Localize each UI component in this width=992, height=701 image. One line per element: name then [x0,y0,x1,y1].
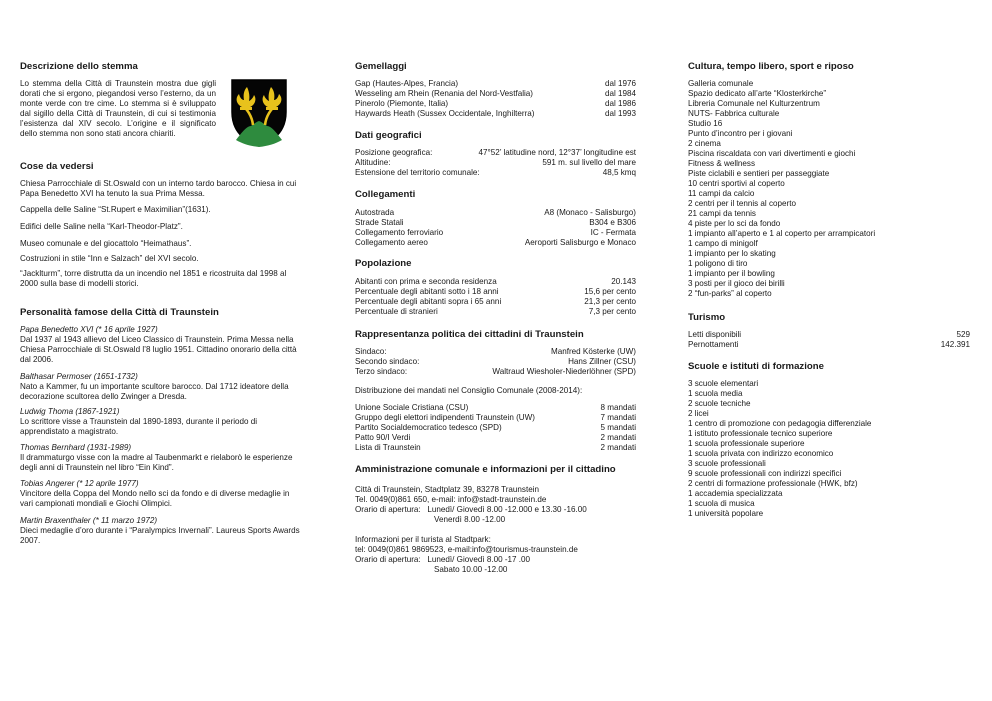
scuole-item: 1 scuola privata con indirizzo economico [688,449,834,458]
cose-item-2: Cappella delle Saline “St.Rupert e Maximilian”(1631). [20,205,211,214]
heading-turismo: Turismo [688,312,726,323]
cultura-item: Studio 16 [688,119,723,128]
heading-collegamenti: Collegamenti [355,189,416,200]
person-braxenthaler [20,516,302,546]
person-angerer [20,479,302,509]
row-label: Autostrada [355,208,395,217]
collegamenti-row [355,208,636,218]
contact-line: Orario di apertura: Lunedì/ Giovedì 8.00 -12.000 e 13.30 -16.00 [355,505,587,514]
row-label: Patto 90/I Verdi [355,433,411,442]
row-label: Estensione del territorio comunale: [355,168,480,177]
cultura-item: 1 impianto all’aperto e 1 al coperto per arrampicatori [688,229,876,238]
cultura-item: 1 campo di minigolf [688,239,758,248]
row-value: 5 mandati [600,423,636,432]
scuole-item: 1 centro di promozione con pedagogia differenziale [688,419,872,428]
turismo-table [688,330,970,350]
person-name: Martin Braxenthaler (* 11 marzo 1972) [20,516,158,525]
contact-line: Orario di apertura: Lunedì/ Giovedì 8.00 -17 .00 [355,555,531,564]
row-label: Gap (Hautes-Alpes, Francia) [355,79,459,88]
cose-item-4: Museo comunale e del giocattolo “Heimathaus”. [20,239,192,248]
cultura-item: Piscina riscaldata con vari divertimenti e giochi [688,149,856,158]
geo-row [355,148,636,158]
heading-amministrazione: Amministrazione comunale e informazioni per il cittadino [355,464,616,475]
row-label: Abitanti con prima e seconda residenza [355,277,497,286]
row-value: 591 m. sul livello del mare [542,158,636,167]
row-label: Letti disponibili [688,330,742,339]
row-label: Posizione geografica: [355,148,433,157]
cultura-item: 1 poligono di tiro [688,259,748,268]
row-label: Lista di Traunstein [355,443,421,452]
row-value: dal 1984 [604,89,636,98]
row-label: Pernottamenti [688,340,739,349]
cultura-item: Fitness & wellness [688,159,756,168]
heading-scuole: Scuole e istituti di formazione [688,361,824,372]
popolazione-row [355,287,636,297]
cose-item-1: Chiesa Parrocchiale di St.Oswald con un interno tardo barocco. Chiesa in cui Papa Benedetto XVI ha tenuto la sua Prima Messa. [20,179,297,198]
cultura-item: 3 posti per il gioco dei birilli [688,279,785,288]
row-value: dal 1976 [604,79,636,88]
geo-row [355,158,636,168]
collegamenti-row [355,218,636,228]
gemellaggi-row [355,89,636,99]
row-label: Percentuale degli abitanti sopra i 65 anni [355,297,502,306]
row-label: Partito Socialdemocratico tedesco (SPD) [355,423,502,432]
sindaci-table [355,347,636,377]
heading-popolazione: Popolazione [355,258,412,269]
person-text: Lo scrittore visse a Traunstein dal 1890-1893, durante il periodo di apprendistato a magistrato. [20,417,258,436]
row-value: Aeroporti Salisburgo e Monaco [524,238,636,247]
cultura-item: 1 impianto per il bowling [688,269,775,278]
mandati-table [355,403,636,453]
person-benedetto [20,325,302,365]
cultura-item: Spazio dedicato all’arte “Klosterkirche” [688,89,827,98]
turismo-contacts [355,535,636,575]
scuole-item: 2 centri di formazione professionale (HWK, bfz) [688,479,858,488]
row-value: 48,5 kmq [602,168,636,177]
mandati-row [355,443,636,453]
heading-personalita: Personalità famose della Città di Traunstein [20,307,219,318]
row-value: 529 [956,330,970,339]
collegamenti-table [355,208,636,248]
sindaci-row [355,347,636,357]
row-value: 15,6 per cento [584,287,636,296]
sindaci-row [355,367,636,377]
row-value: 21,3 per cento [584,297,636,306]
sindaci-row [355,357,636,367]
person-name: Tobias Angerer (* 12 aprile 1977) [20,479,139,488]
heading-cose: Cose da vedersi [20,161,94,172]
mandati-row [355,433,636,443]
gemellaggi-row [355,109,636,119]
contact-line: Venerdì 8.00 -12.00 [434,515,506,524]
contact-line: Sabato 10.00 -12.00 [434,565,508,574]
amministrazione-contacts [355,485,636,525]
distribuzione-mandati-label: Distribuzione dei mandati nel Consiglio Comunale (2008-2014): [355,386,583,395]
cultura-item: Punto d’incontro per i giovani [688,129,793,138]
row-value: 2 mandati [600,433,636,442]
cultura-item: 10 centri sportivi al coperto [688,179,785,188]
row-label: Percentuale degli abitanti sotto i 18 anni [355,287,499,296]
cultura-item: 2 centri per il tennis al coperto [688,199,796,208]
row-value: 7 mandati [600,413,636,422]
mandati-row [355,423,636,433]
popolazione-row [355,277,636,287]
gemellaggi-row [355,99,636,109]
row-value: dal 1993 [604,109,636,118]
scuole-item: 1 scuola di musica [688,499,755,508]
row-label: Haywards Heath (Sussex Occidentale, Inghilterra) [355,109,535,118]
scuole-list [688,379,970,519]
gemellaggi-table [355,79,636,119]
row-value: dal 1986 [604,99,636,108]
contact-line: Informazioni per il turista al Stadtpark: [355,535,491,544]
row-value: Waltraud Wiesholer-Niederlöhner (SPD) [492,367,636,376]
row-label: Percentuale di stranieri [355,307,438,316]
mandati-row [355,413,636,423]
row-value: Manfred Kösterke (UW) [550,347,636,356]
cultura-item: 2 “fun-parks” al coperto [688,289,772,298]
person-name: Ludwig Thoma (1867-1921) [20,407,120,416]
row-label: Strade Statali [355,218,404,227]
turismo-row [688,340,970,350]
scuole-item: 2 licei [688,409,709,418]
person-thoma [20,407,302,437]
row-label: Wesseling am Rhein (Renania del Nord-Vestfalia) [355,89,533,98]
mandati-row [355,403,636,413]
row-value: IC - Fermata [590,228,636,237]
row-label: Collegamento aereo [355,238,428,247]
cultura-item: Libreria Comunale nel Kulturzentrum [688,99,820,108]
scuole-item: 3 scuole elementari [688,379,759,388]
scuole-item: 1 istituto professionale tecnico superiore [688,429,833,438]
gemellaggi-row [355,79,636,89]
popolazione-table [355,277,636,317]
person-text: Vincitore della Coppa del Mondo nello sci da fondo e di diverse medaglie in vari campionati mondiali e Giochi Olimpici. [20,489,290,508]
scuole-item: 3 scuole professionali [688,459,766,468]
cultura-item: Galleria comunale [688,79,754,88]
person-name: Balthasar Permoser (1651-1732) [20,372,138,381]
row-label: Pinerolo (Piemonte, Italia) [355,99,449,108]
row-label: Collegamento ferroviario [355,228,444,237]
person-name: Papa Benedetto XVI (* 16 aprile 1927) [20,325,158,334]
cultura-item: NUTS- Fabbrica culturale [688,109,780,118]
contact-line: Tel. 0049(0)861 650, e-mail: info@stadt-traunstein.de [355,495,547,504]
person-text: Dieci medaglie d’oro durante i “Paralympics Invernali”. Laureus Sports Awards 2007. [20,526,300,545]
cultura-item: 21 campi da tennis [688,209,756,218]
heading-gemellaggi: Gemellaggi [355,61,407,72]
row-label: Secondo sindaco: [355,357,420,366]
row-label: Gruppo degli elettori indipendenti Traunstein (UW) [355,413,535,422]
scuole-item: 1 accademia specializzata [688,489,783,498]
person-permoser [20,372,302,402]
person-name: Thomas Bernhard (1931-1989) [20,443,132,452]
contact-line: Città di Traunstein, Stadtplatz 39, 83278 Traunstein [355,485,540,494]
contact-line: tel: 0049(0)861 9869523, e-mail:info@tourismus-traunstein.de [355,545,578,554]
row-label: Altitudine: [355,158,391,167]
row-value: 142.391 [940,340,970,349]
person-bernhard [20,443,302,473]
row-value: Hans Zillner (CSU) [568,357,636,366]
row-label: Terzo sindaco: [355,367,408,376]
scuole-item: 9 scuole professionali con indirizzi specifici [688,469,842,478]
geo-table [355,148,636,178]
scuole-item: 1 scuola media [688,389,743,398]
row-value: A8 (Monaco - Salisburgo) [544,208,636,217]
geo-row [355,168,636,178]
cultura-item: 2 cinema [688,139,721,148]
row-label: Unione Sociale Cristiana (CSU) [355,403,469,412]
collegamenti-row [355,228,636,238]
row-value: 47°52’ latitudine nord, 12°37’ longitudine est [478,148,636,157]
heading-cultura: Cultura, tempo libero, sport e riposo [688,61,854,72]
row-value: 20.143 [611,277,636,286]
collegamenti-row [355,238,636,248]
scuole-item: 1 università popolare [688,509,764,518]
popolazione-row [355,297,636,307]
heading-rappresentanza: Rappresentanza politica dei cittadini di Traunstein [355,329,584,340]
cultura-item: 4 piste per lo sci da fondo [688,219,781,228]
row-value: 2 mandati [600,443,636,452]
cose-item-3: Edifici delle Saline nella “Karl-Theodor-Platz”. [20,222,183,231]
popolazione-row [355,307,636,317]
person-text: Il drammaturgo visse con la madre al Taubenmarkt e rielaborò le esperienze degli anni di Traunstein nel libro “Ein Kind”. [20,453,293,472]
heading-stemma: Descrizione dello stemma [20,61,138,72]
turismo-row [688,330,970,340]
cultura-item: 11 campi da calcio [688,189,755,198]
row-value: 7,3 per cento [588,307,636,316]
cose-item-5: Costruzioni in stile “Inn e Salzach” del XVI secolo. [20,254,199,263]
cultura-list [688,79,970,299]
row-value: B304 e B306 [589,218,636,227]
person-text: Dal 1937 al 1943 allievo del Liceo Classico di Traunstein. Prima Messa nella Chiesa Parrocchiale di St.Oswald l’8 luglio 1951. Cittadino onorario della città dal 2006. [20,335,297,364]
cultura-item: Piste ciclabili e sentieri per passeggiate [688,169,830,178]
row-value: 8 mandati [600,403,636,412]
heading-geo: Dati geografici [355,130,422,141]
stemma-text: Lo stemma della Città di Traunstein mostra due gigli dorati che si ergono, piegandosi verso l’esterno, da un monte verde con tre cime. Lo stemma si è sviluppato dal sigillo della Città di Traunstein, di cui si testimonia l’esistenza dal XIV secolo. L’origine e il significato dello stemma non sono stati ancora chiariti. [20,79,216,138]
person-text: Nato a Kammer, fu un importante scultore barocco. Dal 1712 ideatore della decorazione scultorea dello Zwinger a Dresda. [20,382,289,401]
row-label: Sindaco: [355,347,387,356]
scuole-item: 2 scuole tecniche [688,399,751,408]
coat-of-arms-icon [230,78,288,148]
scuole-item: 1 scuola professionale superiore [688,439,805,448]
cultura-item: 1 impianto per lo skating [688,249,776,258]
cose-item-6: “Jacklturm”, torre distrutta da un incendio nel 1851 e ricostruita dal 1998 al 2000 sulla base di modelli storici. [20,269,287,288]
